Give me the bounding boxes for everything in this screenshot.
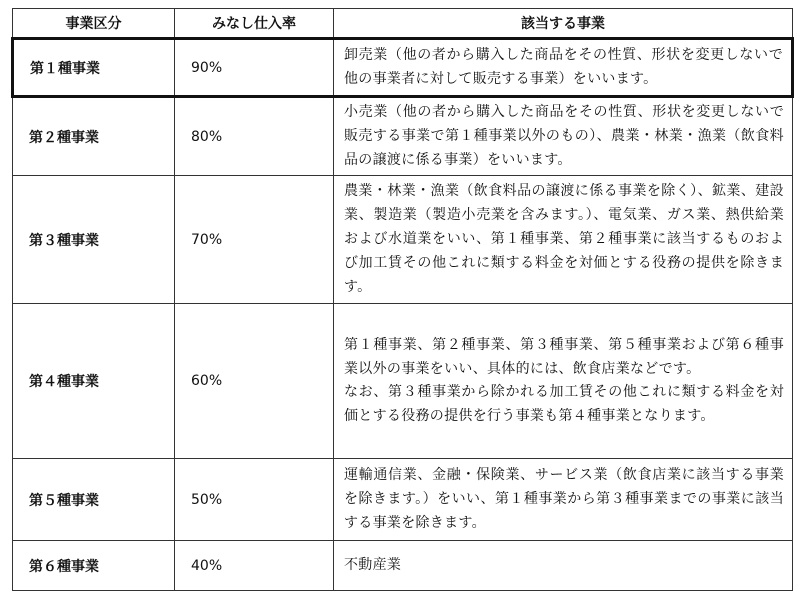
rate-cell: 60%: [175, 304, 334, 459]
description-note: なお、第３種事業から除かれる加工賃その他これに類する料金を対価とする役務の提供を行う事業も第４種事業となります。: [344, 384, 784, 425]
rate-cell: 40%: [175, 541, 334, 591]
table-row: [13, 304, 793, 459]
table-row: [13, 39, 793, 97]
description-cell: [334, 304, 793, 459]
description-cell: [334, 39, 793, 97]
description-cell: [334, 541, 793, 591]
description-text: 第１種事業、第２種事業、第３種事業、第５種事業および第６種事業以外の事業をいい、具体的には、飲食店業などです。: [344, 336, 784, 377]
table-header-row: [13, 9, 793, 39]
category-cell: 第３種事業: [13, 176, 175, 304]
header-rate: みなし仕入率: [175, 9, 334, 39]
table-row: [13, 459, 793, 541]
header-category: 事業区分: [13, 9, 175, 39]
description-text: 小売業（他の者から購入した商品をその性質、形状を変更しないで販売する事業で第１種事業以外のもの）、農業・林業・漁業（飲食料品の譲渡に係る事業）をいいます。: [344, 104, 784, 168]
category-cell: 第２種事業: [13, 97, 175, 176]
header-description: 該当する事業: [334, 9, 793, 39]
description-text: 運輸通信業、金融・保険業、サービス業（飲食店業に該当する事業を除きます。）をいい、第１種事業から第３種事業までの事業に該当する事業を除きます。: [344, 467, 784, 531]
table-row: [13, 176, 793, 304]
category-cell: 第６種事業: [13, 541, 175, 591]
rate-cell: 90%: [175, 39, 334, 97]
description-cell: [334, 176, 793, 304]
rate-cell: 50%: [175, 459, 334, 541]
description-text: 卸売業（他の者から購入した商品をその性質、形状を変更しないで他の事業者に対して販売する事業）をいいます。: [344, 46, 783, 87]
table-row: [13, 97, 793, 176]
description-text: 農業・林業・漁業（飲食料品の譲渡に係る事業を除く）、鉱業、建設業、製造業（製造小売業を含みます。）、電気業、ガス業、熱供給業および水道業をいい、第１種事業、第２種事業に該当するものおよび加工賃その他これに類する料金を対価とする役務の提供を除きます。: [344, 183, 784, 295]
description-cell: [334, 97, 793, 176]
description-cell: [334, 459, 793, 541]
rate-cell: 70%: [175, 176, 334, 304]
description-text: 不動産業: [344, 556, 402, 573]
category-cell: 第４種事業: [13, 304, 175, 459]
deemed-purchase-rate-table: [11, 8, 794, 591]
category-cell: 第５種事業: [13, 459, 175, 541]
category-cell: 第１種事業: [13, 39, 175, 97]
table-row: [13, 541, 793, 591]
rate-cell: 80%: [175, 97, 334, 176]
